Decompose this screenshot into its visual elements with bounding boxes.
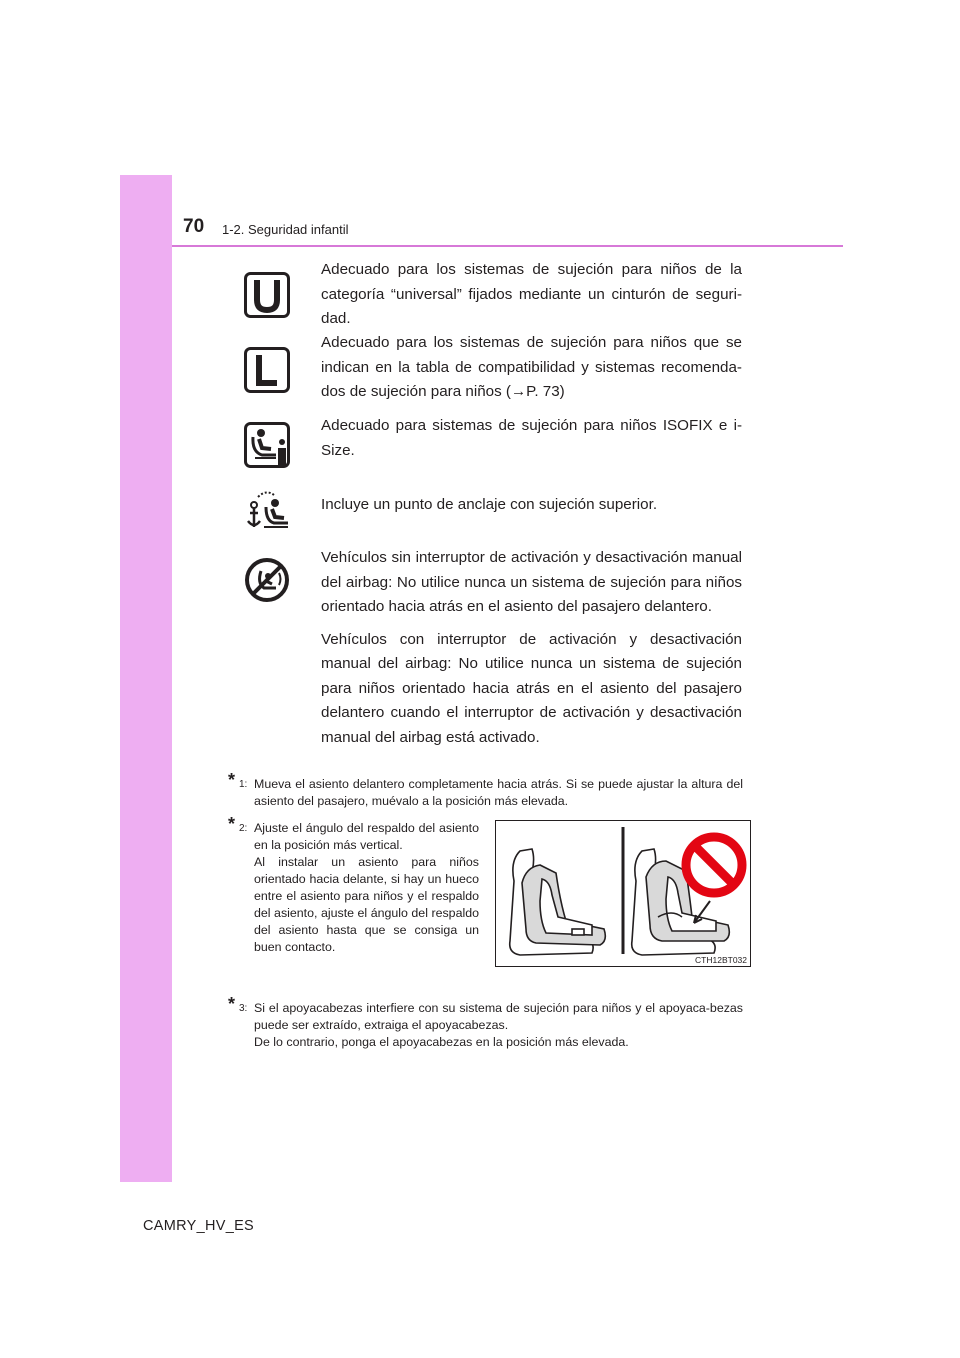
footnote-asterisk: * bbox=[228, 770, 236, 790]
universal-u-icon bbox=[244, 272, 290, 318]
top-tether-anchor-icon bbox=[244, 487, 290, 533]
footnote-asterisk: * bbox=[228, 994, 236, 1014]
seat-comparison-drawing bbox=[496, 821, 750, 966]
footnote-number: 2: bbox=[239, 823, 248, 834]
no-rear-facing-seat-icon bbox=[244, 557, 290, 603]
footnote-1-text: Mueva el asiento delantero completamente hacia atrás. Si se puede ajustar la altura del asiento del pasajero, muévalo a la posición más elevada. bbox=[254, 777, 743, 808]
footnote-2-text: Ajuste el ángulo del respaldo del asiento en la posición más vertical. Al instalar un asiento para niños orientado hacia delante, si hay un hueco entre el asiento para niños y el respaldo del asiento, ajuste el ángulo del respaldo del asiento hasta que se consiga un buen contacto. bbox=[254, 821, 479, 954]
seat-illustration bbox=[495, 820, 751, 967]
footnote-number: 3: bbox=[239, 1003, 248, 1014]
header-rule bbox=[172, 245, 843, 247]
limited-l-icon bbox=[244, 347, 290, 393]
figure-code: CTH12BT032 bbox=[695, 955, 747, 965]
page-number: 70 bbox=[183, 216, 205, 237]
chapter-sidebar bbox=[120, 175, 172, 1182]
footnote-3-text: Si el apoyacabezas interfiere con su sistema de sujeción para niños y el apoyaca-bezas puede ser extraído, extraiga el apoyacabezas. De lo contrario, ponga el apoyacabezas en la posición más elevada. bbox=[254, 1001, 743, 1049]
model-code: CAMRY_HV_ES bbox=[143, 1218, 255, 1234]
legend-text-universal: Adecuado para los sistemas de sujeción para niños de la categoría “universal” fijados mediante un cinturón de seguri-dad. bbox=[321, 261, 742, 327]
legend-text-isofix: Adecuado para sistemas de sujeción para niños ISOFIX e i-Size. bbox=[321, 417, 742, 459]
legend-text-top-tether: Incluye un punto de anclaje con sujeción superior. bbox=[321, 496, 658, 513]
footnote-asterisk: * bbox=[228, 814, 236, 834]
footnote-number: 1: bbox=[239, 779, 248, 790]
isofix-child-seat-icon bbox=[244, 422, 290, 468]
legend-text-limited: Adecuado para los sistemas de sujeción para niños que se indican en la tabla de compatibilidad y sistemas recomenda-dos de sujeción para niños (→P. 73) bbox=[321, 334, 742, 400]
section-title: 1-2. Seguridad infantil bbox=[222, 222, 349, 237]
legend-text-prohibited: Vehículos sin interruptor de activación y desactivación manual del airbag: No utilice nunca un sistema de sujeción para niños orientado hacia atrás en el asiento del pasajero delantero. Vehículos con interruptor de activación y desactivación manual del airbag: No utilice nunca un sistema de sujeción para niños orientado hacia atrás en el asiento del pasajero delantero cuando el interruptor de activación y desactivación manual del airbag está activado. bbox=[321, 549, 742, 746]
